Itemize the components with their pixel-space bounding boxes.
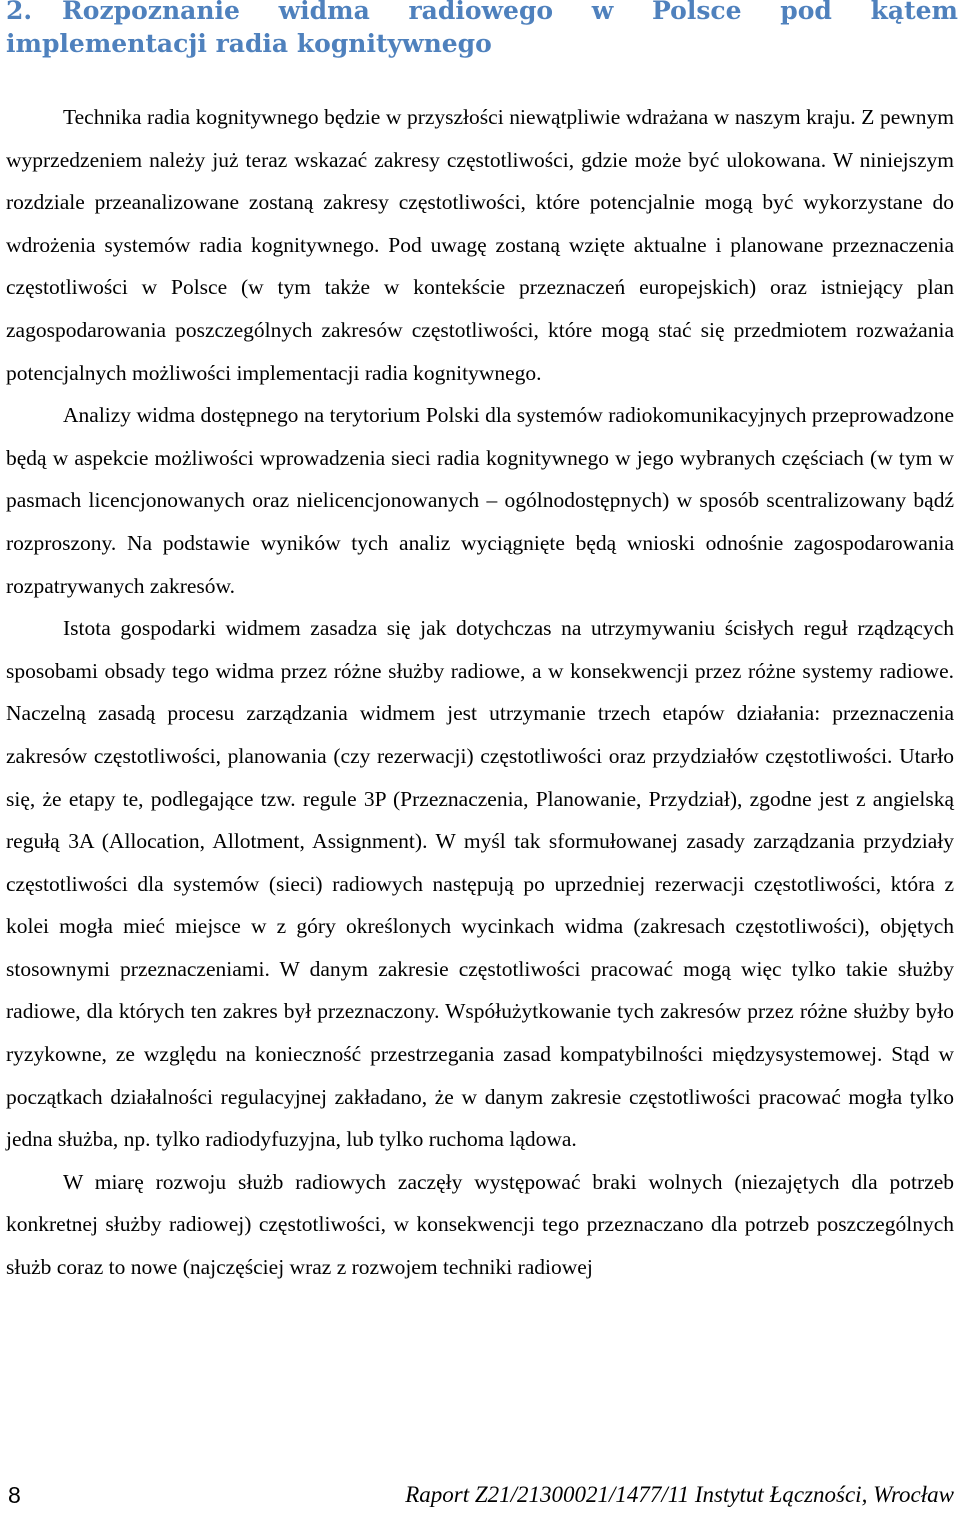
paragraph-3: Istota gospodarki widmem zasadza się jak dotychczas na utrzymywaniu ścisłych reguł rządzących sposobami obsady tego widma przez różne służby radiowe, a w konsekwencji przez różne systemy radiowe. Naczelną zasadą procesu zarządzania widmem jest utrzymanie trzech etapów działania: przeznaczenia zakresów częstotliwości, planowania (czy rezerwacji) częstotliwości oraz przydziałów częstotliwości. Utarło się, że etapy te, podlegające tzw. regule 3P (Przeznaczenia, Planowanie, Przydział), zgodne jest z angielską regułą 3A (Allocation, Allotment, Assignment). W myśl tak sformułowanej zasady zarządzania przydziały częstotliwości dla systemów (sieci) radiowych następują po uprzedniej rezerwacji częstotliwości, która z kolei mogła mieć miejsce w z góry określonych wycinkach widma (zakresach częstotliwości), objętych stosownymi przeznaczeniami. W danym zakresie częstotliwości pracować mogą więc tylko takie służby radiowe, dla których ten zakres był przeznaczony. Współużytkowanie tych zakresów przez różne służby było ryzykowne, ze względu na konieczność przestrzegania zasad kompatybilności międzysystemowej. Stąd w początkach działalności regulacyjnej zakładano, że w danym zakresie częstotliwości pracować mogła tylko jedna służba, np. tylko radiodyfuzyjna, lub tylko ruchoma lądowa.	[6, 616, 954, 1152]
paragraph-2: Analizy widma dostępnego na terytorium Polski dla systemów radiokomunikacyjnych przeprowadzone będą w aspekcie możliwości wprowadzenia sieci radia kognitywnego w jego wybranych częściach (w tym w pasmach licencjonowanych oraz nielicencjonowanych – ogólnodostępnych) w sposób scentralizowany bądź rozproszony. Na podstawie wyników tych analiz wyciągnięte będą wnioski odnośnie zagospodarowania rozpatrywanych zakresów.	[6, 403, 954, 598]
section-heading	[6, 0, 958, 60]
paragraph-1: Technika radia kognitywnego będzie w przyszłości niewątpliwie wdrażana w naszym kraju. Z pewnym wyprzedzeniem należy już teraz wskazać zakresy częstotliwości, gdzie może być ulokowana. W niniejszym rozdziale przeanalizowane zostaną zakresy częstotliwości, które potencjalnie mogą być wykorzystane do wdrożenia systemów radia kognitywnego. Pod uwagę zostaną wzięte aktualne i planowane przeznaczenia częstotliwości w Polsce (w tym także w kontekście przeznaczeń europejskich) oraz istniejący plan zagospodarowania poszczególnych zakresów częstotliwości, które mogą stać się przedmiotem rozważania potencjalnych możliwości implementacji radia kognitywnego.	[6, 105, 954, 385]
body-text	[6, 96, 954, 1289]
page-footer	[8, 1482, 954, 1518]
paragraph-4: W miarę rozwoju służb radiowych zaczęły występować braki wolnych (niezajętych dla potrzeb konkretnej służby radiowej) częstotliwości, w konsekwencji tego przeznaczano dla potrzeb poszczególnych służb coraz to nowe (najczęściej wraz z rozwojem techniki radiowej	[6, 1169, 954, 1280]
page-number: 8	[8, 1482, 21, 1508]
report-reference: Raport Z21/21300021/1477/11 Instytut Łączności, Wrocław	[405, 1482, 954, 1507]
section-number: 2.	[6, 0, 33, 25]
section-title: Rozpoznanie widma radiowego w Polsce pod kątem implementacji radia kognitywnego	[6, 0, 958, 58]
